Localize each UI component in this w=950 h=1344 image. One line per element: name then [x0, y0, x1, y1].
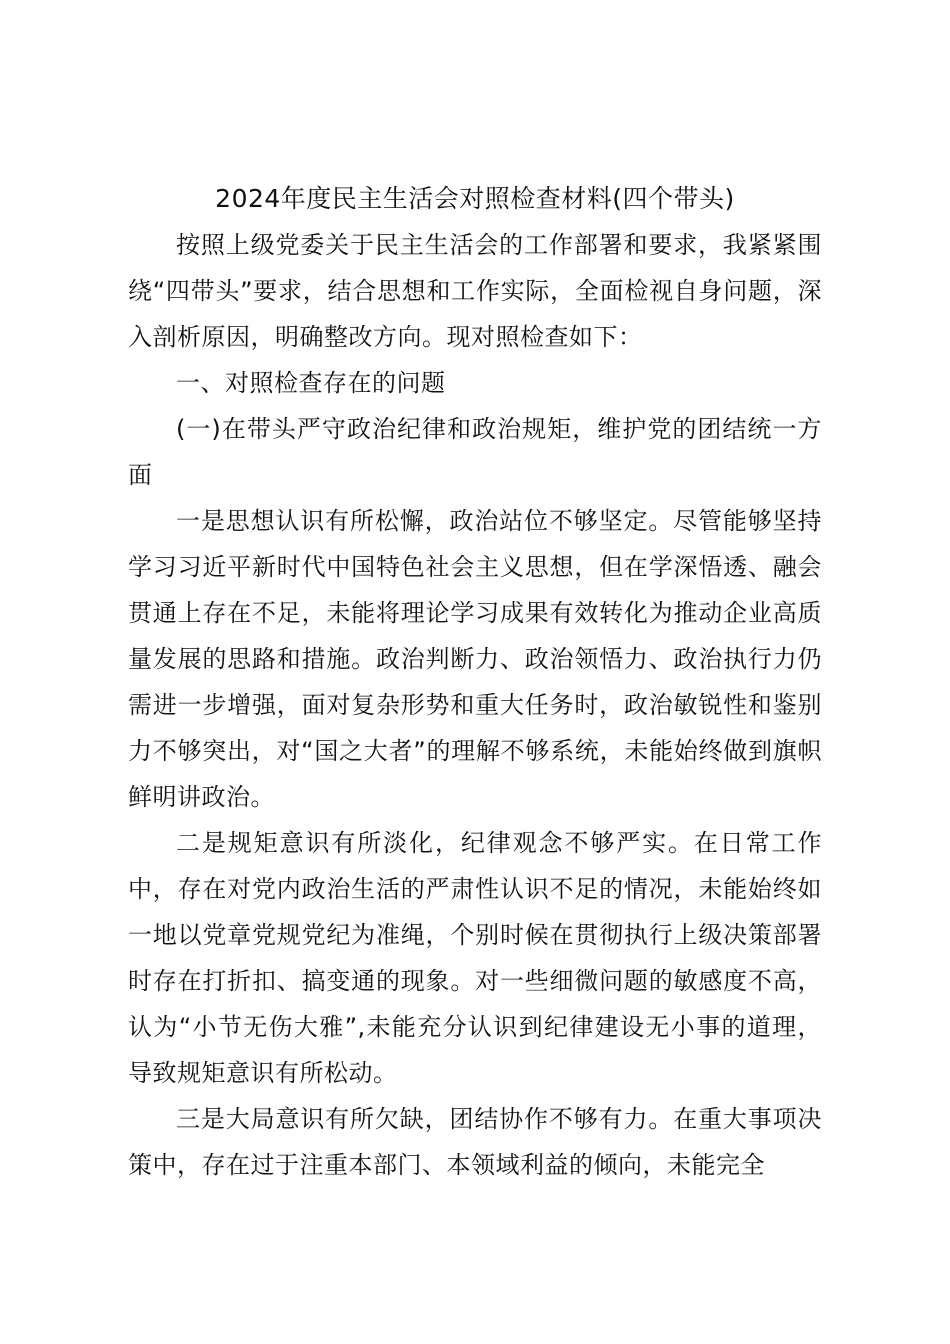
- body-paragraph-3: 三是大局意识有所欠缺，团结协作不够有力。在重大事项决策中，存在过于注重本部门、本领域利益的倾向，未能完全: [128, 1105, 822, 1179]
- document-body: [128, 176, 822, 1188]
- subsection-heading: (一)在带头严守政治纪律和政治规矩，维护党的团结统一方面: [128, 415, 822, 489]
- body-paragraph-1: 一是思想认识有所松懈，政治站位不够坚定。尽管能够坚持学习习近平新时代中国特色社会主义思想，但在学深悟透、融会贯通上存在不足，未能将理论学习成果有效转化为推动企业高质量发展的思路和措施。政治判断力、政治领悟力、政治执行力仍需进一步增强，面对复杂形势和重大任务时，政治敏锐性和鉴别力不够突出，对“国之大者”的理解不够系统，未能始终做到旗帜鲜明讲政治。: [128, 507, 822, 811]
- section-heading: 一、对照检查存在的问题: [176, 369, 446, 397]
- document-title: 2024年度民主生活会对照检查材料(四个带头): [215, 184, 735, 213]
- body-paragraph-2: 二是规矩意识有所淡化，纪律观念不够严实。在日常工作中，存在对党内政治生活的严肃性认识不足的情况，未能始终如一地以党章党规党纪为准绳，个别时候在贯彻执行上级决策部署时存在打折扣、搞变通的现象。对一些细微问题的敏感度不高，认为“小节无伤大雅”,未能充分认识到纪律建设无小事的道理，导致规矩意识有所松动。: [128, 829, 822, 1087]
- intro-paragraph: 按照上级党委关于民主生活会的工作部署和要求，我紧紧围绕“四带头”要求，结合思想和工作实际，全面检视自身问题，深入剖析原因，明确整改方向。现对照检查如下：: [128, 231, 822, 351]
